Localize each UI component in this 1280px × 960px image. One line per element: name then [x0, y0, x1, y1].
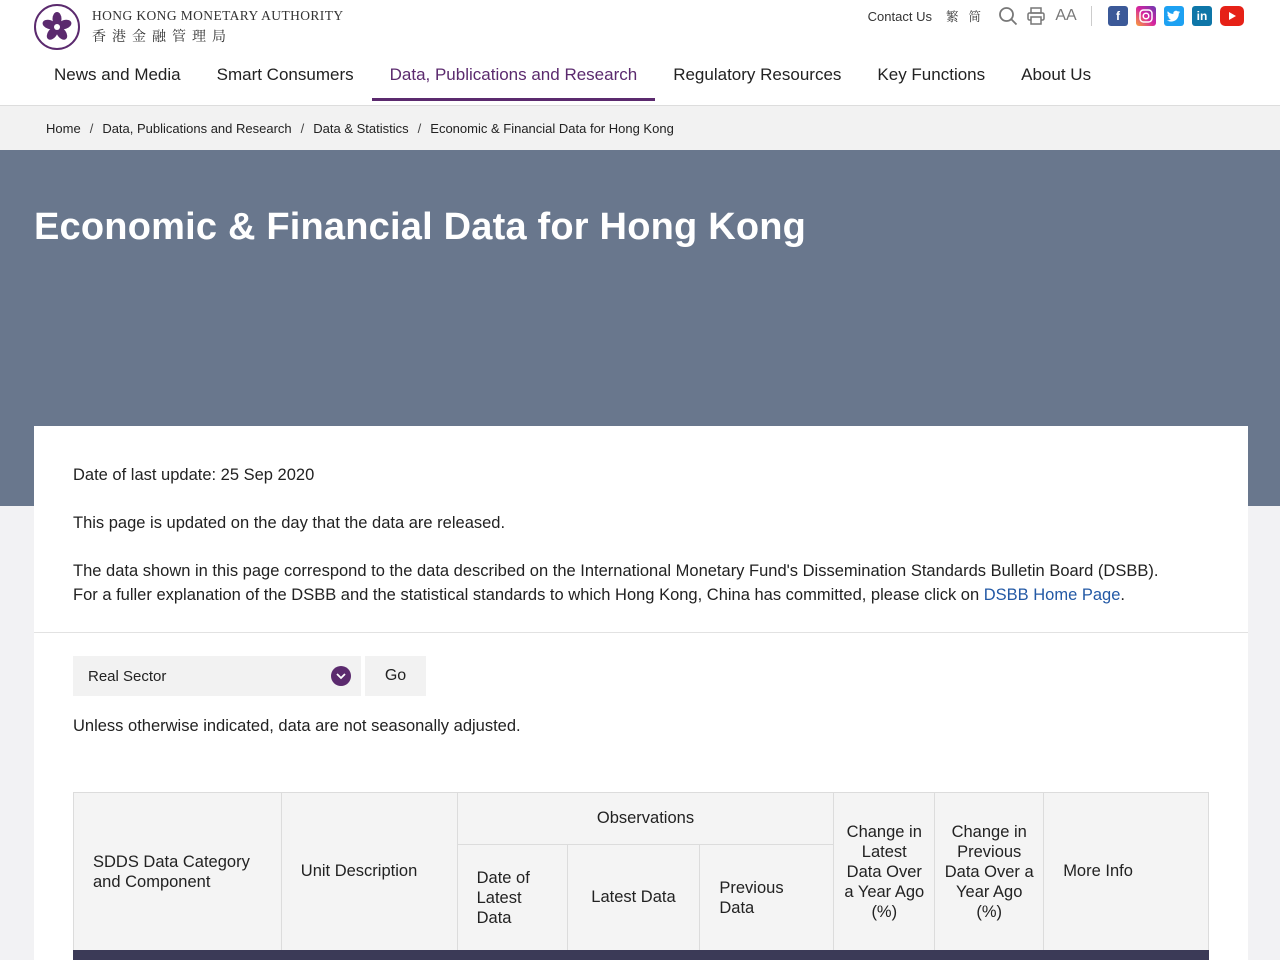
- section-divider: [34, 632, 1248, 633]
- site-header: [0, 0, 1280, 106]
- seasonal-note: Unless otherwise indicated, data are not seasonally adjusted.: [73, 717, 521, 735]
- hkma-logo[interactable]: [34, 4, 80, 50]
- font-size-icon[interactable]: AA: [1055, 7, 1077, 24]
- dsbb-home-link[interactable]: DSBB Home Page: [983, 586, 1121, 604]
- breadcrumb-data-publications[interactable]: Data, Publications and Research: [102, 120, 292, 136]
- contact-us-link[interactable]: Contact Us: [867, 8, 932, 24]
- facebook-icon[interactable]: f: [1108, 6, 1128, 26]
- org-name-en: HONG KONG MONETARY AUTHORITY: [92, 8, 344, 23]
- youtube-icon[interactable]: [1220, 6, 1244, 26]
- search-icon[interactable]: [997, 5, 1019, 27]
- nav-about-us[interactable]: About Us: [1021, 65, 1092, 84]
- bauhinia-icon: [39, 9, 75, 45]
- utility-bar: [868, 4, 1244, 28]
- utility-divider: [1091, 6, 1092, 26]
- page-title: Economic & Financial Data for Hong Kong: [34, 206, 807, 248]
- table-section-bar: [73, 950, 1209, 960]
- last-update-text: Date of last update: 25 Sep 2020: [73, 466, 315, 484]
- nav-key-functions[interactable]: Key Functions: [877, 65, 986, 84]
- chevron-down-icon: [331, 666, 351, 686]
- lang-traditional-link[interactable]: 繁: [945, 9, 959, 24]
- lang-simplified-link[interactable]: 简: [968, 9, 981, 24]
- breadcrumb-separator: /: [89, 120, 94, 136]
- breadcrumb-separator: /: [417, 120, 422, 136]
- update-note-text: This page is updated on the day that the data are released.: [73, 514, 506, 532]
- data-table: [73, 792, 1209, 951]
- linkedin-icon[interactable]: in: [1192, 6, 1212, 26]
- th-change-previous: Change in Previous Data Over a Year Ago (%): [935, 793, 1044, 951]
- th-date-latest: Date of Latest Data: [457, 845, 567, 951]
- dsbb-description: [73, 559, 1223, 607]
- th-change-latest: Change in Latest Data Over a Year Ago (%): [834, 793, 935, 951]
- print-icon[interactable]: [1025, 5, 1047, 27]
- dsbb-line-1: The data shown in this page correspond to the data described on the International Monetary Fund's Dissemination Standards Bulletin Board (DSBB).: [73, 562, 1159, 580]
- dsbb-line-2-end: .: [1120, 586, 1125, 604]
- breadcrumb-home[interactable]: Home: [46, 120, 81, 136]
- main-nav: [36, 56, 1109, 106]
- sector-select-value: Real Sector: [88, 667, 167, 685]
- instagram-icon[interactable]: [1136, 6, 1156, 26]
- th-observations: Observations: [457, 793, 834, 845]
- breadcrumb: [0, 106, 1280, 150]
- nav-regulatory-resources[interactable]: Regulatory Resources: [673, 65, 842, 84]
- th-category: SDDS Data Category and Component: [74, 793, 282, 951]
- nav-data-publications-research[interactable]: Data, Publications and Research: [372, 50, 656, 100]
- th-unit: Unit Description: [281, 793, 457, 951]
- org-name-zh: 香港金融管理局: [92, 29, 232, 45]
- sector-select[interactable]: [73, 656, 361, 696]
- breadcrumb-data-statistics[interactable]: Data & Statistics: [313, 120, 409, 136]
- twitter-icon[interactable]: [1164, 6, 1184, 26]
- go-button[interactable]: Go: [365, 656, 426, 696]
- dsbb-line-2: For a fuller explanation of the DSBB and the statistical standards to which Hong Kong, China has committed, please click on: [73, 586, 984, 604]
- th-more-info: More Info: [1044, 793, 1209, 951]
- nav-news-media[interactable]: News and Media: [54, 65, 181, 84]
- nav-smart-consumers[interactable]: Smart Consumers: [216, 65, 354, 84]
- th-previous-data: Previous Data: [700, 845, 834, 951]
- breadcrumb-current: Economic & Financial Data for Hong Kong: [430, 120, 674, 136]
- breadcrumb-separator: /: [300, 120, 305, 136]
- content-card: [34, 426, 1248, 960]
- th-latest-data: Latest Data: [567, 845, 700, 951]
